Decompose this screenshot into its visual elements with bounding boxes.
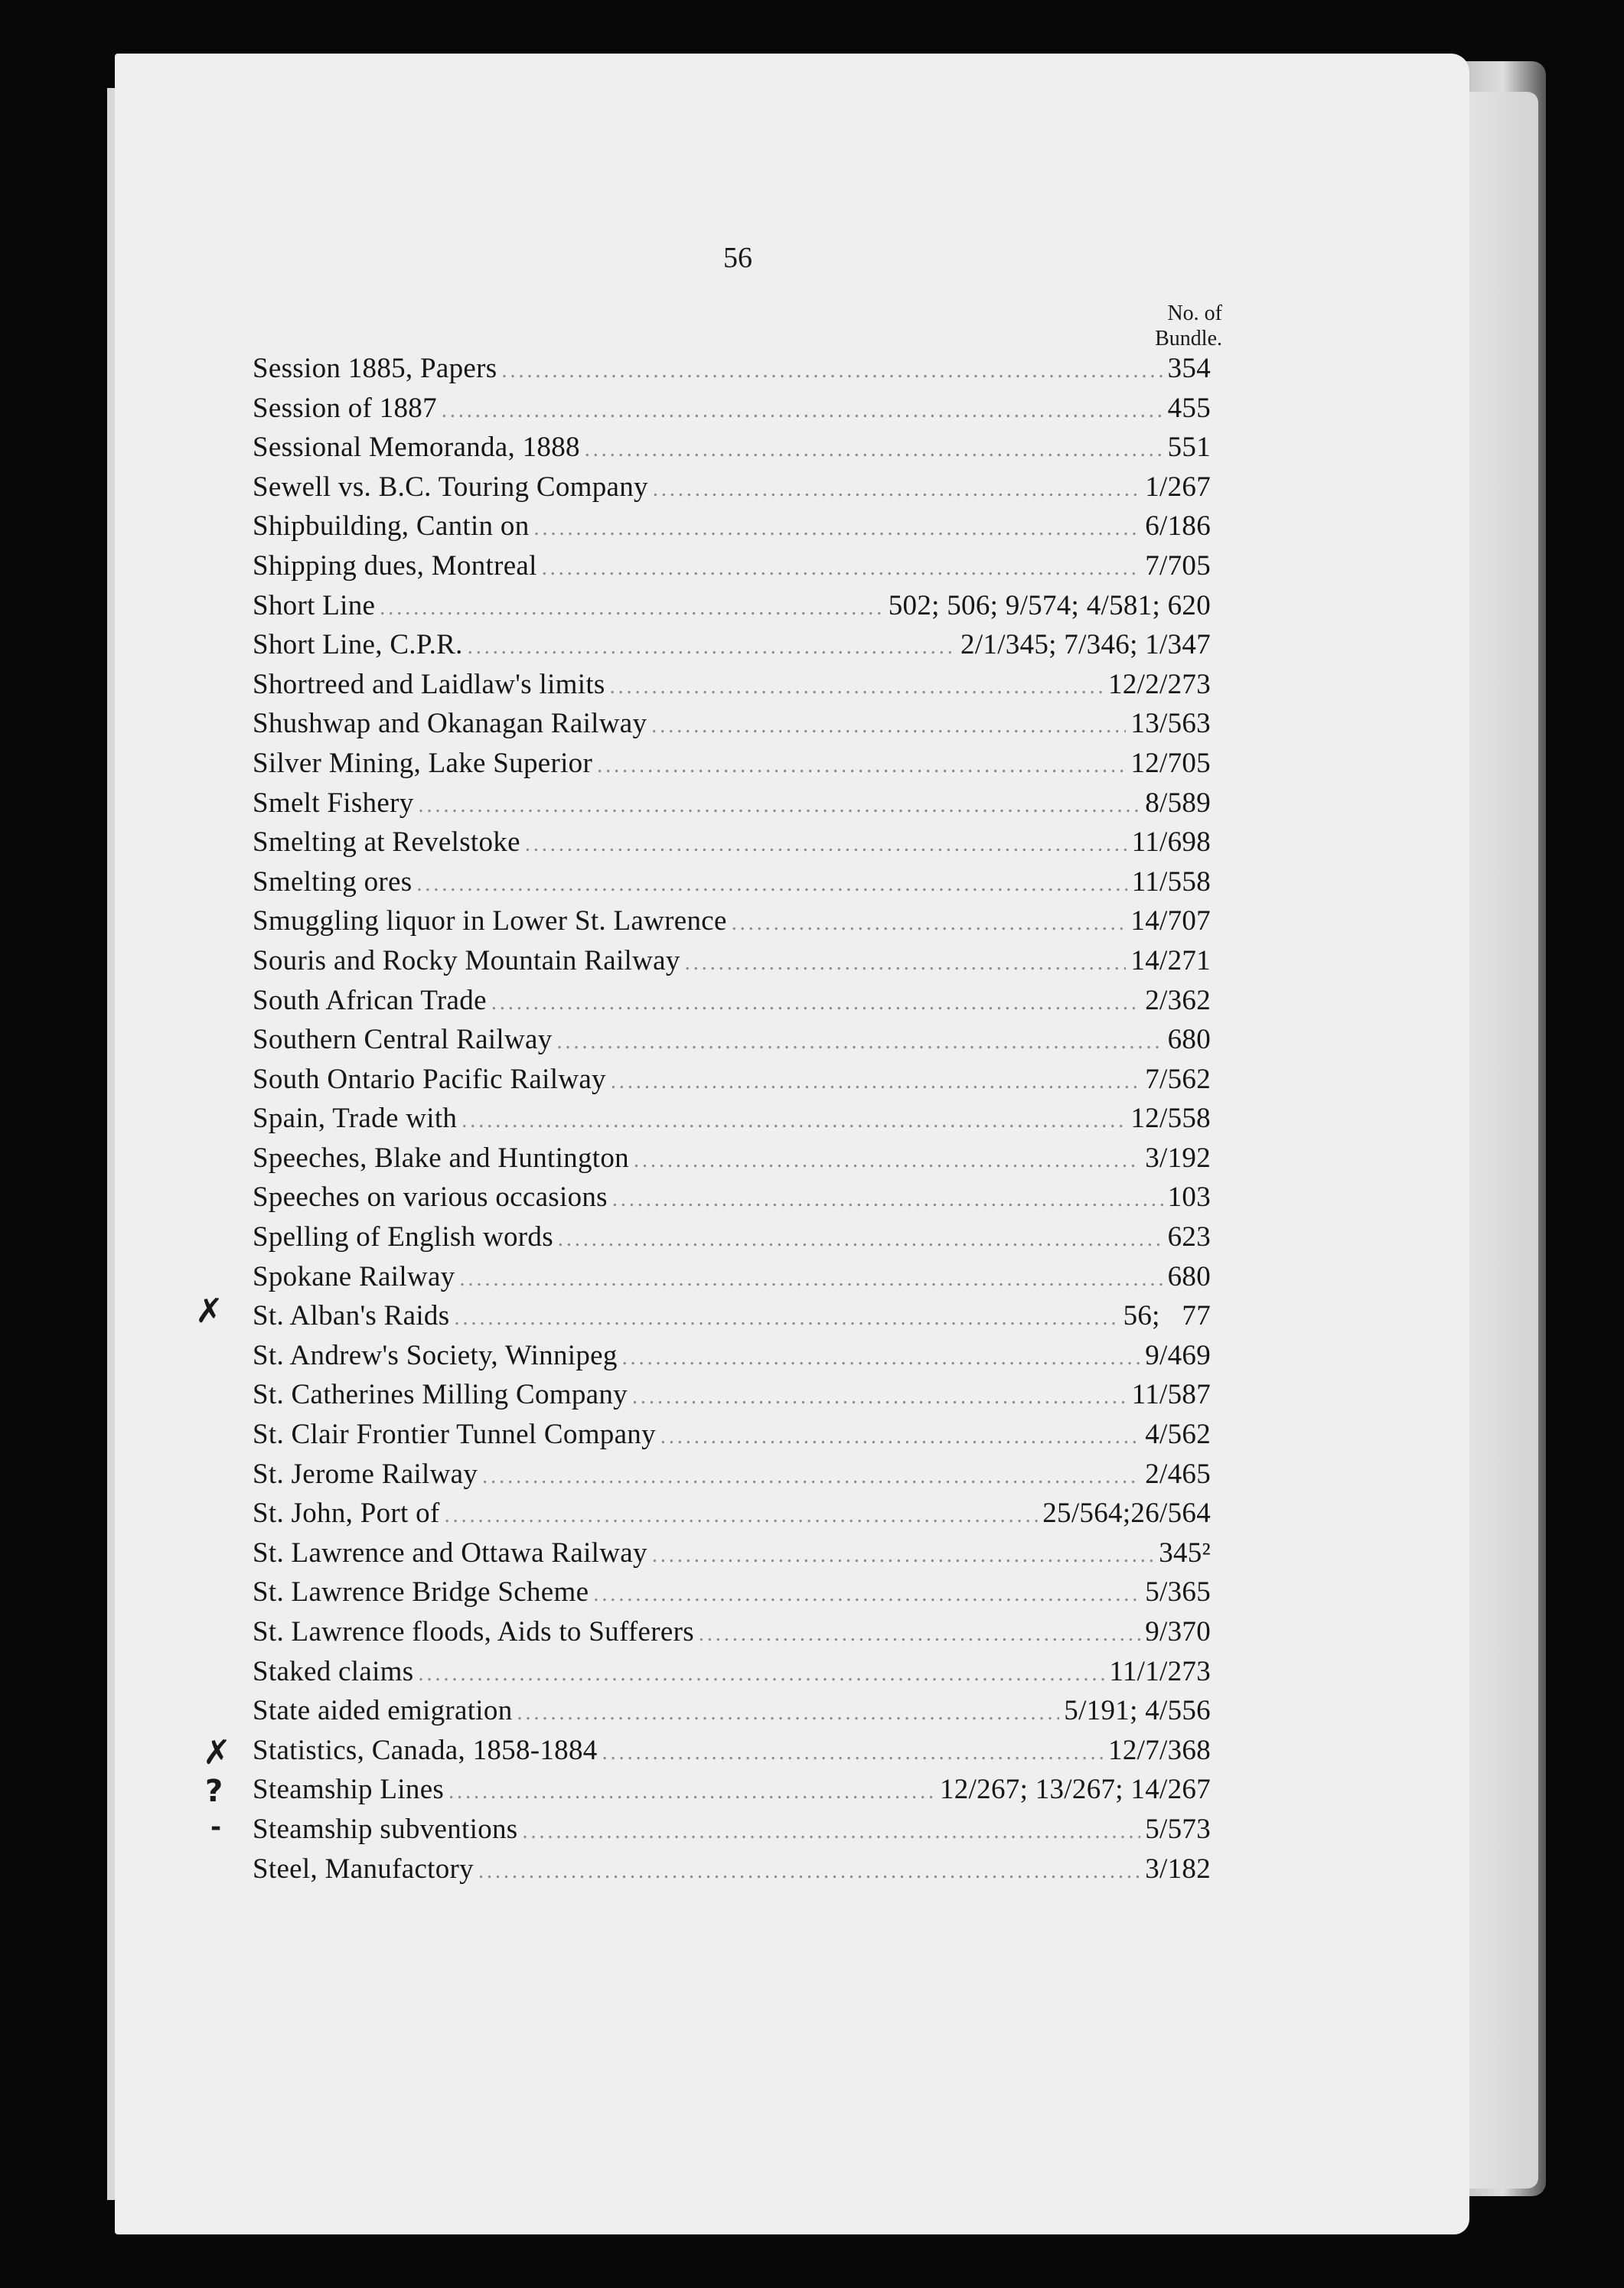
index-row <box>253 944 1211 984</box>
index-term: Short Line, C.P.R. <box>253 629 463 661</box>
dot-leader <box>597 754 1126 778</box>
bundle-number: 56; 77 <box>1123 1300 1211 1332</box>
dot-leader <box>418 1662 1104 1687</box>
index-term: Smuggling liquor in Lower St. Lawrence <box>253 905 727 937</box>
index-row <box>253 1576 1211 1615</box>
index-term: Speeches on various occasions <box>253 1181 608 1214</box>
dot-leader <box>442 399 1163 423</box>
bundle-number: 12/705 <box>1130 747 1211 779</box>
handwritten-check-mark: ✗ <box>203 1733 231 1772</box>
index-term: Staked claims <box>253 1655 414 1687</box>
index-term: Shipping dues, Montreal <box>253 549 537 582</box>
index-term: Spain, Trade with <box>253 1103 458 1135</box>
bundle-number: 455 <box>1167 392 1211 424</box>
index-row <box>253 1694 1211 1734</box>
bundle-number: 12/267; 13/267; 14/267 <box>940 1774 1211 1806</box>
index-row <box>253 1260 1211 1300</box>
index-row <box>253 589 1211 629</box>
bundle-number: 680 <box>1167 1024 1211 1056</box>
handwritten-question-mark: ? <box>205 1774 223 1809</box>
index-term: St. Andrew's Society, Winnipeg <box>253 1339 618 1371</box>
dot-leader <box>478 1859 1140 1884</box>
index-row <box>253 984 1211 1024</box>
index-row <box>253 1102 1211 1142</box>
dot-leader <box>699 1622 1140 1647</box>
index-term: St. Alban's Raids <box>253 1300 450 1332</box>
index-row <box>253 352 1211 392</box>
index-row <box>253 392 1211 432</box>
bundle-number: 11/1/273 <box>1109 1655 1211 1687</box>
index-term: Session 1885, Papers <box>253 353 497 384</box>
dot-leader <box>461 1109 1126 1133</box>
column-header-line-2: Bundle. <box>1155 327 1222 350</box>
dot-leader <box>557 1030 1163 1054</box>
index-term: St. Clair Frontier Tunnel Company <box>253 1419 656 1451</box>
dot-leader <box>454 1306 1118 1331</box>
index-term: St. Jerome Railway <box>253 1458 478 1490</box>
index-term: Silver Mining, Lake Superior <box>253 747 593 779</box>
bundle-number: 12/2/273 <box>1108 668 1211 700</box>
index-term: Steamship subventions <box>253 1813 518 1845</box>
index-row <box>253 747 1211 787</box>
bundle-number: 1/267 <box>1145 471 1211 503</box>
index-row <box>253 1023 1211 1063</box>
bundle-number: 12/558 <box>1130 1103 1211 1135</box>
index-row <box>253 1497 1211 1537</box>
bundle-number: 9/370 <box>1145 1616 1211 1648</box>
bundle-number: 3/192 <box>1145 1142 1211 1174</box>
dot-leader <box>445 1504 1039 1528</box>
bundle-number: 14/271 <box>1130 944 1211 976</box>
column-header-bundle <box>1155 301 1222 351</box>
dot-leader <box>593 1582 1140 1607</box>
bundle-number: 7/562 <box>1145 1063 1211 1095</box>
index-row <box>253 1378 1211 1418</box>
index-term: Steamship Lines <box>253 1774 445 1806</box>
index-term: St. Catherines Milling Company <box>253 1379 628 1411</box>
index-row <box>253 431 1211 471</box>
bundle-number: 25/564;26/564 <box>1042 1498 1211 1530</box>
index-term: Statistics, Canada, 1858-1884 <box>253 1734 598 1766</box>
dot-leader <box>732 911 1127 936</box>
index-row <box>253 1734 1211 1774</box>
dot-leader <box>610 675 1104 699</box>
bundle-number: 6/186 <box>1145 510 1211 543</box>
dot-leader <box>380 596 883 621</box>
index-term: Shipbuilding, Cantin on <box>253 510 530 543</box>
dot-leader <box>660 1425 1140 1449</box>
bundle-number: 680 <box>1167 1260 1211 1292</box>
index-term: Short Line <box>253 589 376 621</box>
index-row <box>253 1813 1211 1853</box>
bundle-number: 13/563 <box>1130 708 1211 740</box>
dot-leader <box>585 438 1163 462</box>
bundle-number: 2/465 <box>1145 1458 1211 1490</box>
index-row <box>253 1537 1211 1576</box>
dot-leader <box>448 1780 935 1804</box>
index-row <box>253 865 1211 905</box>
index-row <box>253 1299 1211 1339</box>
index-row <box>253 1142 1211 1181</box>
index-term: Speeches, Blake and Huntington <box>253 1142 629 1174</box>
column-header-line-1: No. of <box>1167 301 1222 325</box>
dot-leader <box>685 951 1127 976</box>
index-term: Session of 1887 <box>253 392 437 424</box>
index-term: Souris and Rocky Mountain Railway <box>253 944 680 976</box>
bundle-number: 623 <box>1167 1221 1211 1253</box>
index-row <box>253 826 1211 865</box>
index-term: Spokane Railway <box>253 1260 455 1292</box>
index-row <box>253 1615 1211 1655</box>
index-row <box>253 510 1211 549</box>
index-row <box>253 787 1211 826</box>
index-row <box>253 1773 1211 1813</box>
bundle-number: 2/1/345; 7/346; 1/347 <box>960 629 1211 661</box>
index-term: Shortreed and Laidlaw's limits <box>253 668 605 700</box>
dot-leader <box>419 794 1141 818</box>
index-term: Steel, Manufactory <box>253 1853 474 1885</box>
dot-leader <box>542 556 1140 581</box>
dot-leader <box>416 872 1127 897</box>
dot-leader <box>652 1543 1154 1568</box>
index-row <box>253 1221 1211 1260</box>
index-term: Smelting ores <box>253 865 413 898</box>
index-row <box>253 904 1211 944</box>
bundle-number: 14/707 <box>1130 905 1211 937</box>
bundle-number: 551 <box>1167 432 1211 464</box>
dot-leader <box>634 1149 1140 1173</box>
bundle-number: 9/469 <box>1145 1339 1211 1371</box>
index-term: St. Lawrence floods, Aids to Sufferers <box>253 1616 694 1648</box>
index-term: Spelling of English words <box>253 1221 553 1253</box>
dot-leader <box>611 1070 1140 1094</box>
dot-leader <box>534 517 1141 541</box>
bundle-number: 354 <box>1167 353 1211 384</box>
bundle-number: 8/589 <box>1145 787 1211 819</box>
index-term: Smelt Fishery <box>253 787 414 819</box>
dot-leader <box>525 833 1127 857</box>
bundle-number: 12/7/368 <box>1108 1734 1211 1766</box>
index-row <box>253 707 1211 747</box>
handwritten-dash-mark: - <box>210 1812 222 1843</box>
index-term: Shushwap and Okanagan Railway <box>253 708 647 740</box>
dot-leader <box>491 991 1140 1015</box>
index-row <box>253 1655 1211 1695</box>
dot-leader <box>651 714 1126 738</box>
index-term: St. John, Port of <box>253 1498 440 1530</box>
page-number: 56 <box>723 242 752 274</box>
dot-leader <box>459 1267 1163 1292</box>
index-list <box>253 352 1211 1892</box>
index-row <box>253 668 1211 708</box>
index-row <box>253 471 1211 510</box>
index-term: South Ontario Pacific Railway <box>253 1063 606 1095</box>
index-term: South African Trade <box>253 984 487 1016</box>
dot-leader <box>622 1346 1141 1371</box>
bundle-number: 5/573 <box>1145 1813 1211 1845</box>
bundle-number: 11/587 <box>1131 1379 1211 1411</box>
handwritten-check-mark: ✗ <box>195 1292 223 1331</box>
index-term: St. Lawrence and Ottawa Railway <box>253 1537 647 1569</box>
index-row <box>253 1853 1211 1892</box>
dot-leader <box>632 1385 1127 1410</box>
index-row <box>253 549 1211 589</box>
index-term: Smelting at Revelstoke <box>253 826 520 859</box>
index-term: State aided emigration <box>253 1695 513 1727</box>
bundle-number: 11/698 <box>1131 826 1211 859</box>
index-row <box>253 1063 1211 1103</box>
dot-leader <box>523 1820 1141 1844</box>
dot-leader <box>558 1227 1163 1252</box>
dot-leader <box>482 1465 1140 1489</box>
bundle-number: 2/362 <box>1145 984 1211 1016</box>
bundle-number: 7/705 <box>1145 549 1211 582</box>
index-row <box>253 1458 1211 1498</box>
index-term: Southern Central Railway <box>253 1024 553 1056</box>
index-term: Sessional Memoranda, 1888 <box>253 432 580 464</box>
dot-leader <box>517 1701 1060 1726</box>
index-row <box>253 1181 1211 1221</box>
index-term: St. Lawrence Bridge Scheme <box>253 1576 589 1608</box>
dot-leader <box>501 359 1163 383</box>
bundle-number: 103 <box>1167 1181 1211 1214</box>
index-term: Sewell vs. B.C. Touring Company <box>253 471 648 503</box>
dot-leader <box>612 1188 1163 1212</box>
bundle-number: 5/191; 4/556 <box>1064 1695 1211 1727</box>
bundle-number: 4/562 <box>1145 1419 1211 1451</box>
dot-leader <box>653 477 1140 502</box>
bundle-number: 502; 506; 9/574; 4/581; 620 <box>888 589 1211 621</box>
bundle-number: 3/182 <box>1145 1853 1211 1885</box>
bundle-number: 345² <box>1159 1537 1211 1569</box>
index-row <box>253 1418 1211 1458</box>
index-row <box>253 1339 1211 1379</box>
dot-leader <box>602 1741 1104 1765</box>
dot-leader <box>468 635 956 660</box>
bundle-number: 5/365 <box>1145 1576 1211 1608</box>
index-row <box>253 628 1211 668</box>
bundle-number: 11/558 <box>1131 865 1211 898</box>
